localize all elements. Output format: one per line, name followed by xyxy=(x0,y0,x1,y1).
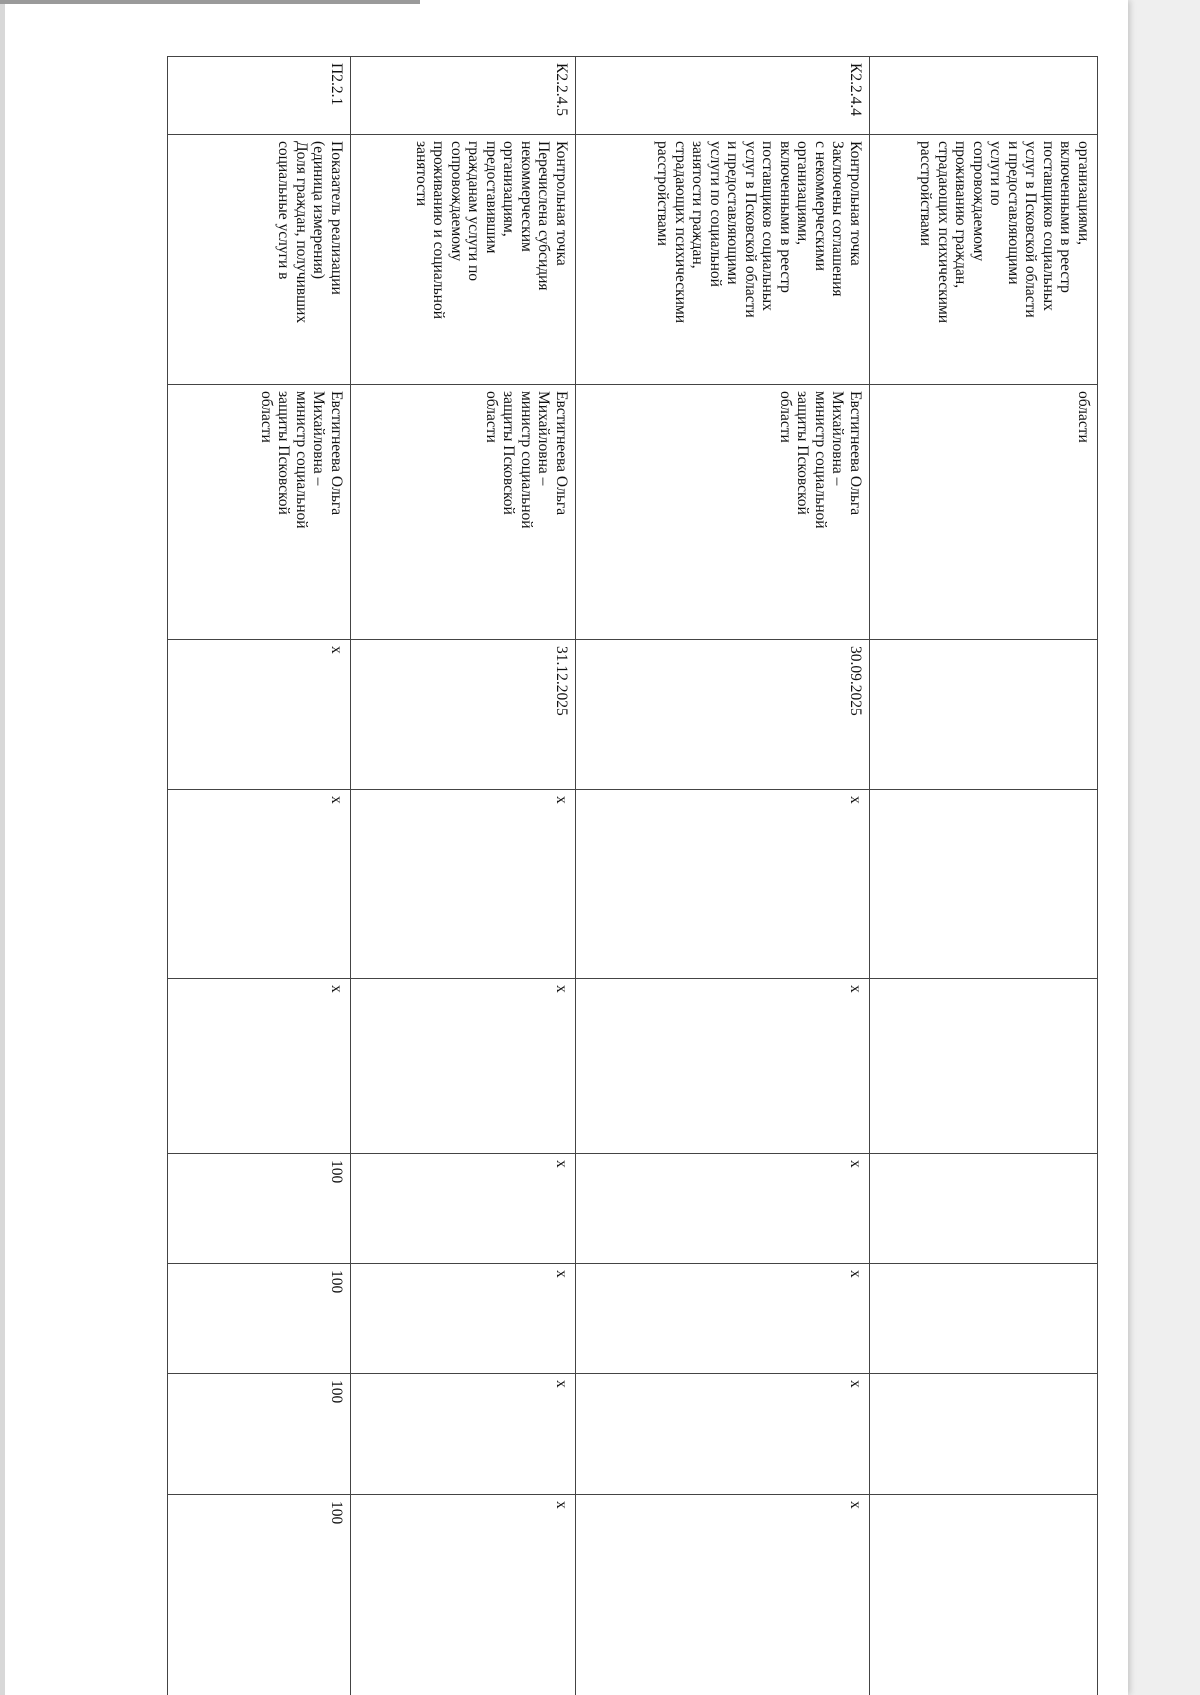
row-value-5 xyxy=(870,1374,1098,1495)
row-name: Показатель реализации (единица измерения) Доля граждан, получивших социальные услуги в xyxy=(168,135,351,385)
rotated-table-wrapper xyxy=(168,56,1098,1695)
row-value-6: x xyxy=(576,1495,870,1695)
row-responsible: области xyxy=(870,385,1098,640)
page-top-scan-line xyxy=(0,0,420,4)
page-left-edge xyxy=(0,0,5,1695)
table-row xyxy=(576,57,870,1695)
row-value-1: x xyxy=(168,790,351,979)
row-value-3: x xyxy=(351,1154,576,1264)
row-value-4: x xyxy=(576,1264,870,1374)
row-value-2: x xyxy=(168,979,351,1154)
row-value-1 xyxy=(870,790,1098,979)
row-responsible: Евстигнеева Ольга Михайловна – министр социальной защиты Псковской области xyxy=(351,385,576,640)
row-date: 30.09.2025 xyxy=(576,640,870,790)
row-value-2 xyxy=(870,979,1098,1154)
row-date: 31.12.2025 xyxy=(351,640,576,790)
row-value-5: 100 xyxy=(168,1374,351,1495)
row-code xyxy=(870,57,1098,135)
row-value-4: x xyxy=(351,1264,576,1374)
row-value-1: x xyxy=(351,790,576,979)
row-value-3: x xyxy=(576,1154,870,1264)
row-value-3: 100 xyxy=(168,1154,351,1264)
row-code: К2.2.4.5 xyxy=(351,57,576,135)
row-value-1: x xyxy=(576,790,870,979)
table-row xyxy=(351,57,576,1695)
row-value-5: x xyxy=(351,1374,576,1495)
row-responsible: Евстигнеева Ольга Михайловна – министр социальной защиты Псковской области xyxy=(576,385,870,640)
row-code: П2.2.1 xyxy=(168,57,351,135)
plan-table xyxy=(167,56,1098,1695)
row-responsible: Евстигнеева Ольга Михайловна – министр социальной защиты Псковской области xyxy=(168,385,351,640)
table-row xyxy=(870,57,1098,1695)
row-value-2: x xyxy=(351,979,576,1154)
row-value-2: x xyxy=(576,979,870,1154)
row-name: Контрольная точка Перечислена субсидия некоммерческим организациям, предоставившим гражданам услуги по сопровождаемому проживанию и социальной занятости xyxy=(351,135,576,385)
row-name: организациями, включенными в реестр поставщиков социальных услуг в Псковской области и предоставляющими услуги по сопровождаемому проживанию граждан, страдающих психическими расстройствами xyxy=(870,135,1098,385)
row-value-6 xyxy=(870,1495,1098,1695)
row-value-5: x xyxy=(576,1374,870,1495)
row-value-3 xyxy=(870,1154,1098,1264)
row-date: x xyxy=(168,640,351,790)
row-date xyxy=(870,640,1098,790)
row-code: К2.2.4.4 xyxy=(576,57,870,135)
row-value-6: x xyxy=(351,1495,576,1695)
table-row xyxy=(168,57,351,1695)
row-value-4 xyxy=(870,1264,1098,1374)
row-value-4: 100 xyxy=(168,1264,351,1374)
row-name: Контрольная точка Заключены соглашения с некоммерческими организациями, включенными в реестр поставщиков социальных услуг в Псковской области и предоставляющими услуги по социальной занятости граждан, страдающих психическими расстройствами xyxy=(576,135,870,385)
row-value-6: 100 xyxy=(168,1495,351,1695)
